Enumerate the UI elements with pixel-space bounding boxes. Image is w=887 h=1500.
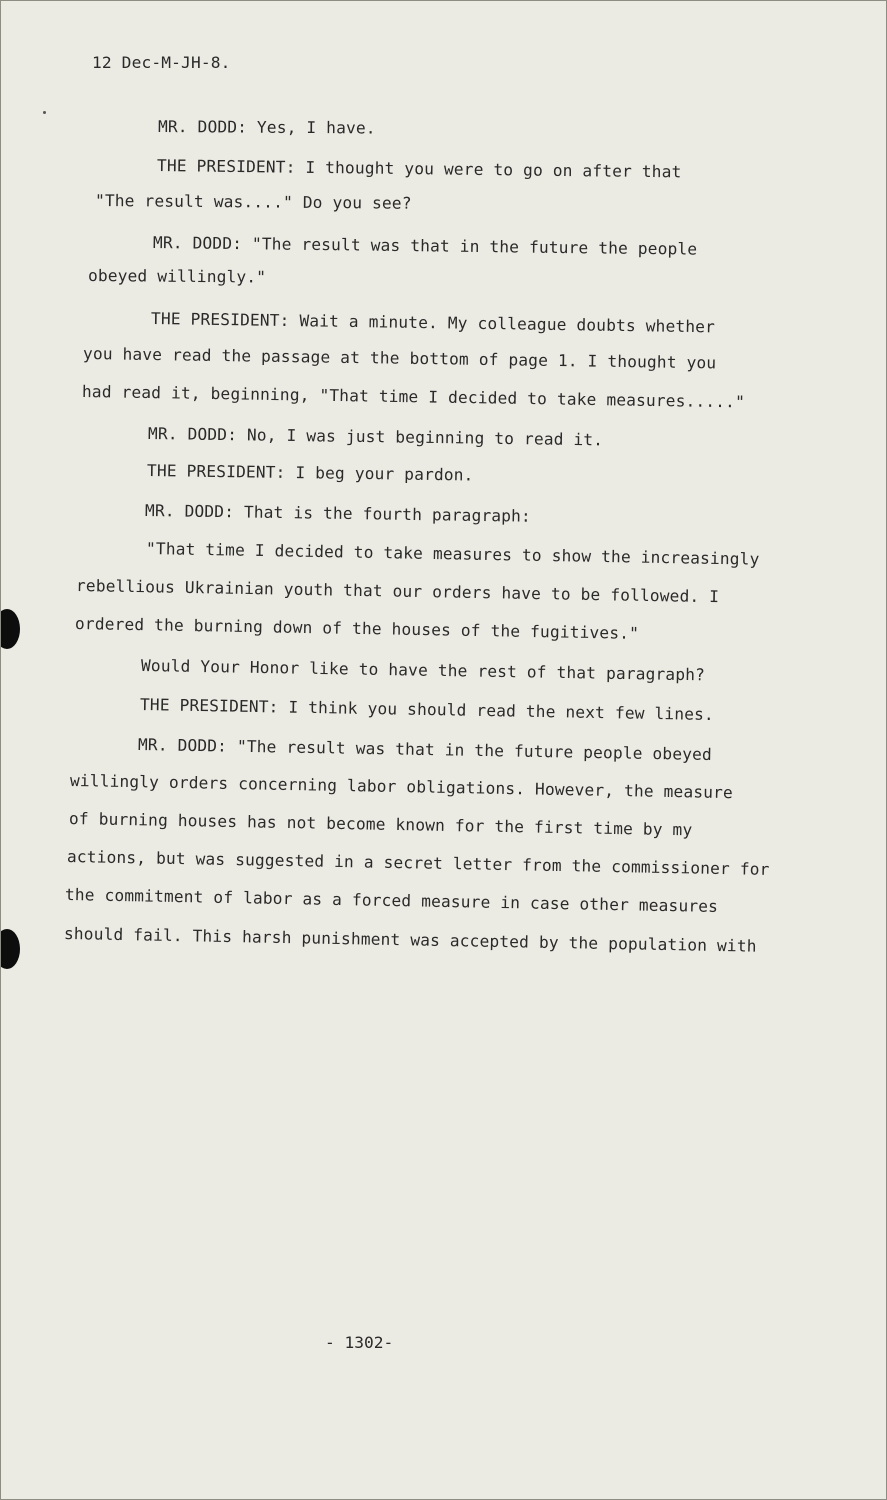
text-line: MR. DODD: "The result was that in the future people obeyed bbox=[137, 735, 713, 765]
text-line: THE PRESIDENT: I think you should read the next few lines. bbox=[139, 695, 715, 725]
header-code: 12 Dec-M-JH-8. bbox=[92, 53, 231, 72]
text-line: MR. DODD: No, I was just beginning to read it. bbox=[147, 424, 604, 450]
text-line: the commitment of labor as a forced measure in case other measures bbox=[64, 885, 719, 916]
paper-speck bbox=[43, 111, 46, 114]
text-line: should fail. This harsh punishment was accepted by the population with bbox=[63, 924, 757, 956]
text-line: rebellious Ukrainian youth that our orders have to be followed. I bbox=[75, 576, 720, 607]
text-line: obeyed willingly." bbox=[87, 266, 267, 287]
text-line: actions, but was suggested in a secret letter from the commissioner for bbox=[66, 847, 770, 879]
text-line: THE PRESIDENT: I beg your pardon. bbox=[146, 461, 474, 485]
text-line: Would Your Honor like to have the rest of that paragraph? bbox=[140, 656, 706, 685]
text-line: THE PRESIDENT: Wait a minute. My colleague doubts whether bbox=[150, 309, 716, 337]
text-line: "The result was...." Do you see? bbox=[94, 191, 412, 213]
text-line: MR. DODD: That is the fourth paragraph: bbox=[144, 501, 532, 526]
text-line: of burning houses has not become known for the first time by my bbox=[68, 809, 693, 840]
text-line: MR. DODD: "The result was that in the future the people bbox=[152, 233, 698, 259]
page-number: - 1302- bbox=[325, 1333, 394, 1352]
text-line: MR. DODD: Yes, I have. bbox=[157, 117, 376, 138]
text-line: willingly orders concerning labor obligations. However, the measure bbox=[69, 771, 734, 803]
text-line: THE PRESIDENT: I thought you were to go on after that bbox=[156, 156, 682, 182]
punch-hole bbox=[0, 609, 20, 649]
text-line: you have read the passage at the bottom of page 1. I thought you bbox=[82, 344, 717, 373]
text-line: ordered the burning down of the houses of the fugitives." bbox=[74, 614, 640, 643]
punch-hole bbox=[0, 929, 20, 969]
text-line: "That time I decided to take measures to show the increasingly bbox=[145, 539, 760, 569]
text-line: had read it, beginning, "That time I decided to take measures....." bbox=[81, 382, 746, 412]
